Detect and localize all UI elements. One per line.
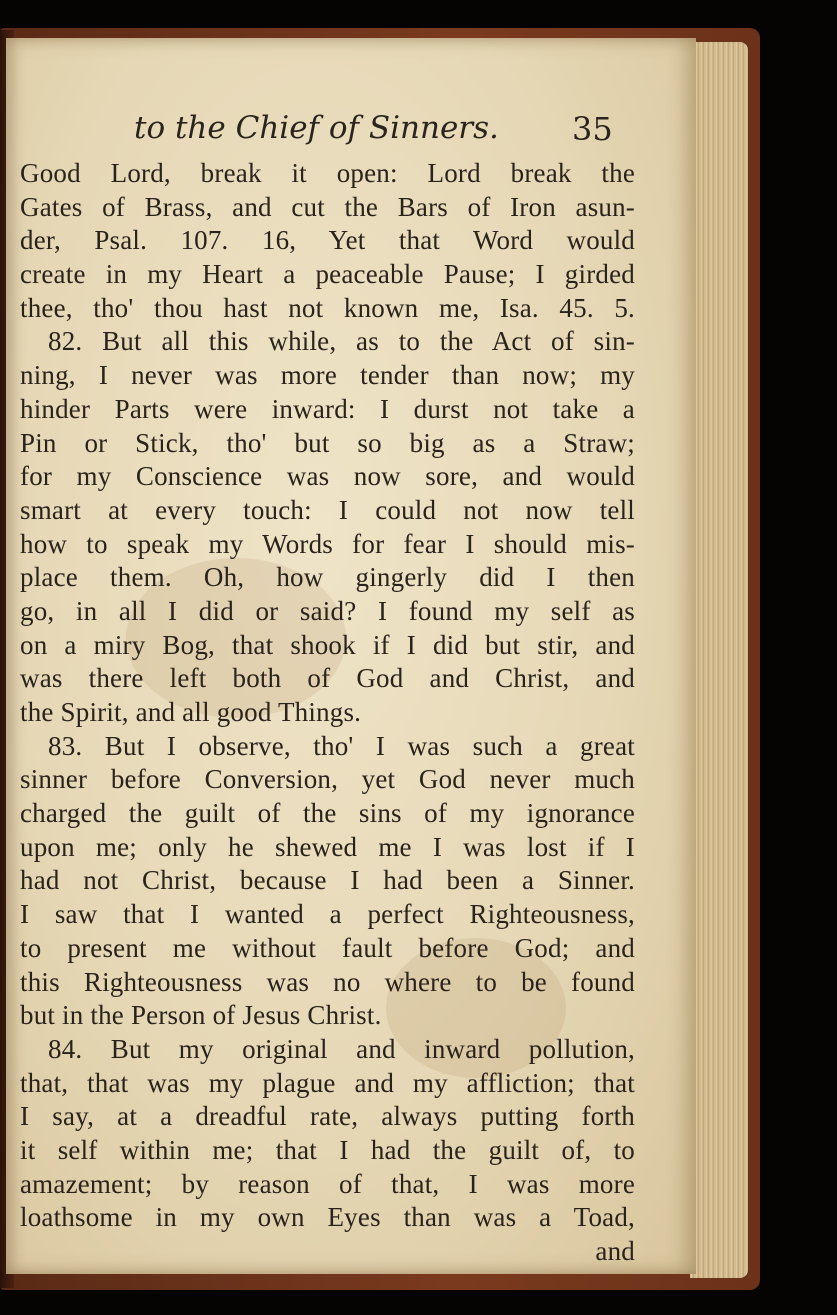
- text-line: loathsome in my own Eyes than was a Toad,: [20, 1202, 635, 1233]
- paragraph-82-start: 82. But all this while, as to the Act of sin-: [48, 326, 635, 357]
- paragraph-83-start: 83. But I observe, tho' I was such a great: [48, 730, 635, 761]
- book-page: [6, 38, 696, 1274]
- catchword: and: [595, 1236, 635, 1266]
- text-line: for my Conscience was now sore, and would: [20, 461, 635, 492]
- text-line: had not Christ, because I had been a Sinner.: [20, 865, 635, 896]
- text-line: on a miry Bog, that shook if I did but stir, and: [20, 629, 635, 660]
- text-line: upon me; only he shewed me I was lost if I: [20, 831, 635, 862]
- text-line: to present me without fault before God; and: [20, 932, 635, 963]
- text-line: that, that was my plague and my affliction; that: [20, 1067, 635, 1098]
- text-line: amazement; by reason of that, I was more: [20, 1168, 635, 1199]
- text-line: hinder Parts were inward: I durst not take a: [20, 393, 635, 424]
- text-line: this Righteousness was no where to be found: [20, 966, 635, 997]
- text-line: smart at every touch: I could not now tell: [20, 494, 635, 525]
- text-line: it self within me; that I had the guilt of, to: [20, 1134, 635, 1165]
- text-line: was there left both of God and Christ, and: [20, 663, 635, 694]
- text-line: ning, I never was more tender than now; my: [20, 360, 635, 391]
- text-line: go, in all I did or said? I found my self as: [20, 595, 635, 626]
- page-body: [20, 157, 635, 1269]
- page-edges: [690, 42, 748, 1278]
- text-line: Gates of Brass, and cut the Bars of Iron asun-: [20, 191, 635, 222]
- text-line: charged the guilt of the sins of my ignorance: [20, 798, 635, 829]
- text-line: but in the Person of Jesus Christ.: [20, 1000, 382, 1031]
- text-line: der, Psal. 107. 16, Yet that Word would: [20, 225, 635, 256]
- text-line: create in my Heart a peaceable Pause; I girded: [20, 259, 635, 290]
- running-head: [6, 110, 696, 160]
- text-line: the Spirit, and all good Things.: [20, 697, 362, 727]
- page-number: 35: [572, 110, 613, 148]
- text-line: place them. Oh, how gingerly did I then: [20, 562, 635, 593]
- text-line: I saw that I wanted a perfect Righteousness,: [20, 899, 635, 930]
- text-line: thee, tho' thou hast not known me, Isa. 45. 5.: [20, 292, 635, 323]
- text-line: Good Lord, break it open: Lord break the: [20, 158, 635, 188]
- text-line: how to speak my Words for fear I should mis-: [20, 528, 635, 559]
- text-line: Pin or Stick, tho' but so big as a Straw;: [20, 427, 635, 458]
- paragraph-84-start: 84. But my original and inward pollution,: [48, 1033, 635, 1064]
- text-line: sinner before Conversion, yet God never much: [20, 764, 635, 795]
- text-line: I say, at a dreadful rate, always putting forth: [20, 1101, 635, 1132]
- running-head-title: to the Chief of Sinners.: [134, 110, 499, 146]
